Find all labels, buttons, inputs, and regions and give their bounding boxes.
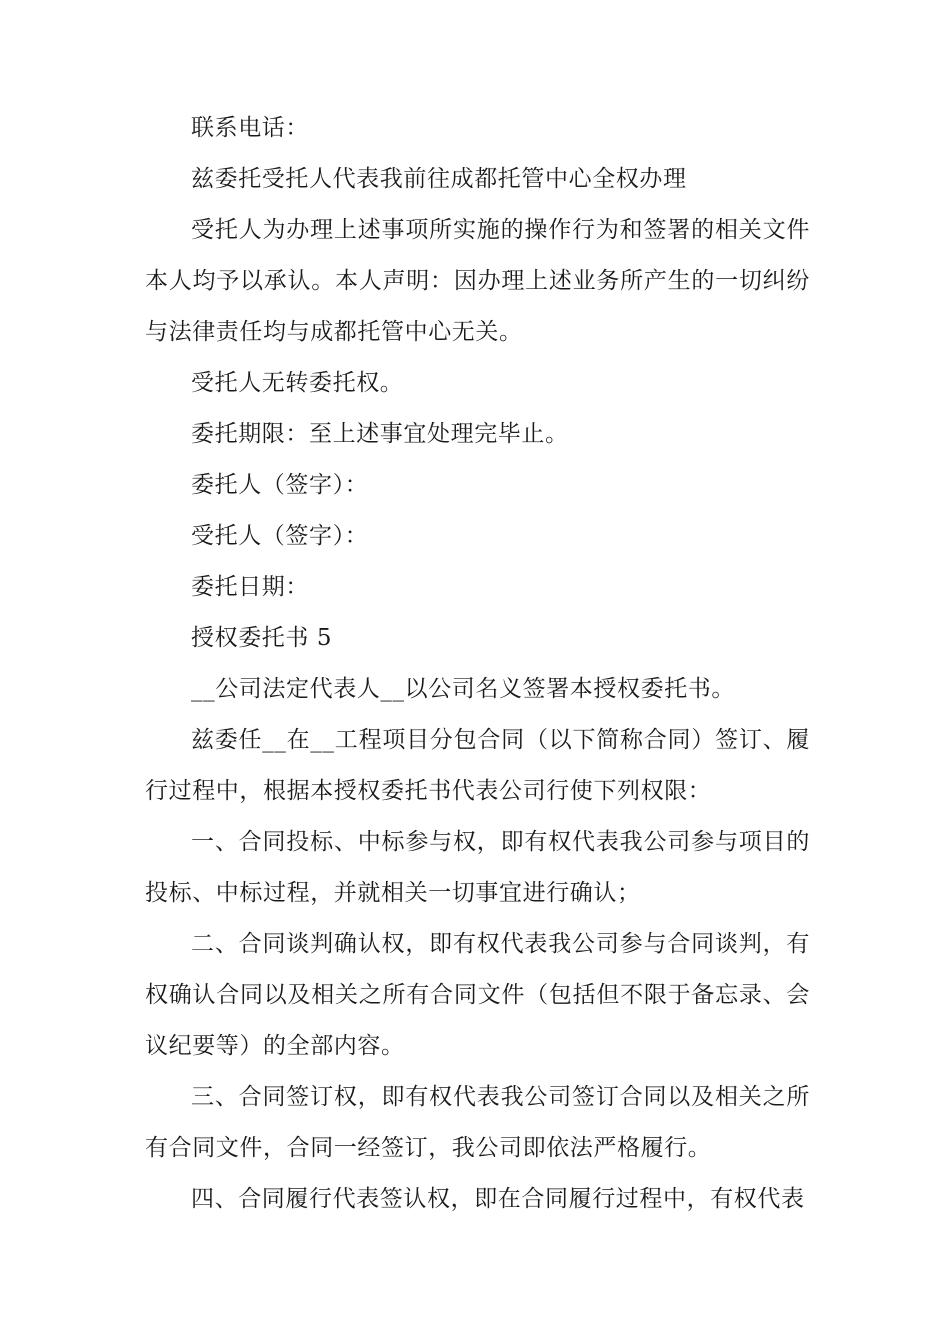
paragraph-legal-representative: __公司法定代表人__以公司名义签署本授权委托书。 bbox=[191, 676, 735, 702]
paragraph-entrust-period: 委托期限：至上述事宜处理完毕止。 bbox=[191, 421, 569, 447]
section-title: 授权委托书 5 bbox=[191, 625, 333, 651]
document-body bbox=[145, 103, 810, 1225]
paragraph-right-negotiation: 二、合同谈判确认权，即有权代表我公司参与合同谈判，有权确认合同以及相关之所有合同文件（包括但不限于备忘录、会议纪要等）的全部内容。 bbox=[145, 931, 810, 1059]
paragraph-entrust-date: 委托日期： bbox=[191, 574, 309, 600]
paragraph-entruster-signature: 委托人（签字）： bbox=[191, 472, 369, 498]
paragraph-trustee-actions: 受托人为办理上述事项所实施的操作行为和签署的相关文件本人均予以承认。本人声明：因办理上述业务所产生的一切纠纷与法律责任均与成都托管中心无关。 bbox=[145, 217, 810, 345]
paragraph-right-signing: 三、合同签订权，即有权代表我公司签订合同以及相关之所有合同文件，合同一经签订，我公司即依法严格履行。 bbox=[145, 1084, 810, 1161]
paragraph-appointment: 兹委任__在__工程项目分包合同（以下简称合同）签订、履行过程中，根据本授权委托书代表公司行使下列权限： bbox=[145, 727, 810, 804]
paragraph-right-performance: 四、合同履行代表签认权，即在合同履行过程中，有权代表 bbox=[191, 1186, 805, 1212]
paragraph-right-bidding: 一、合同投标、中标参与权，即有权代表我公司参与项目的投标、中标过程，并就相关一切事宜进行确认； bbox=[145, 829, 810, 906]
paragraph-trustee-signature: 受托人（签字）： bbox=[191, 523, 369, 549]
paragraph-entrust-statement: 兹委托受托人代表我前往成都托管中心全权办理 bbox=[191, 166, 687, 192]
paragraph-no-sub-delegation: 受托人无转委托权。 bbox=[191, 370, 404, 396]
paragraph-contact-phone: 联系电话： bbox=[191, 115, 309, 141]
